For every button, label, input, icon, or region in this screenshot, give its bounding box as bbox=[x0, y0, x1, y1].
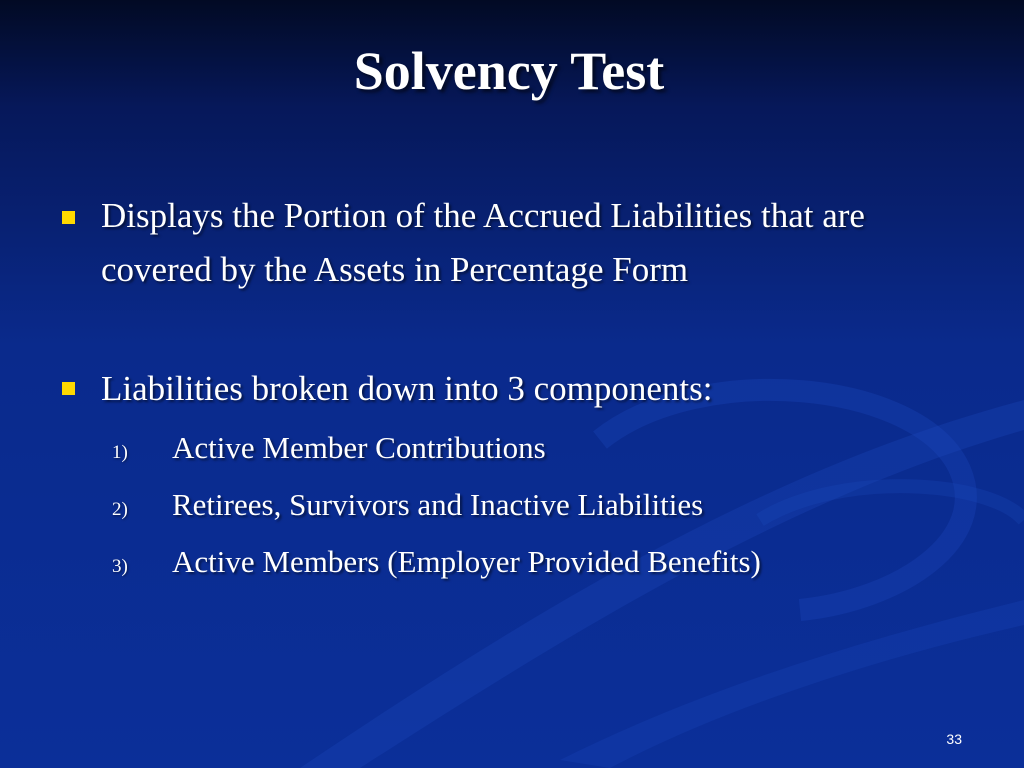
component-label-3: Active Members (Employer Provided Benefits) bbox=[172, 544, 761, 579]
bullet-text-1: Displays the Portion of the Accrued Liabilities that are covered by the Assets in Percentage Form bbox=[101, 196, 865, 289]
square-bullet-icon bbox=[62, 382, 75, 395]
component-number-3: 3) bbox=[112, 556, 128, 577]
square-bullet-icon bbox=[62, 211, 75, 224]
bullet-text-2: Liabilities broken down into 3 components: bbox=[101, 369, 713, 408]
component-number-1: 1) bbox=[112, 442, 128, 463]
page-number: 33 bbox=[946, 731, 962, 747]
slide-title: Solvency Test bbox=[353, 41, 665, 101]
component-label-2: Retirees, Survivors and Inactive Liabilities bbox=[172, 487, 704, 522]
component-number-2: 2) bbox=[112, 499, 128, 520]
component-label-1: Active Member Contributions bbox=[172, 430, 546, 465]
